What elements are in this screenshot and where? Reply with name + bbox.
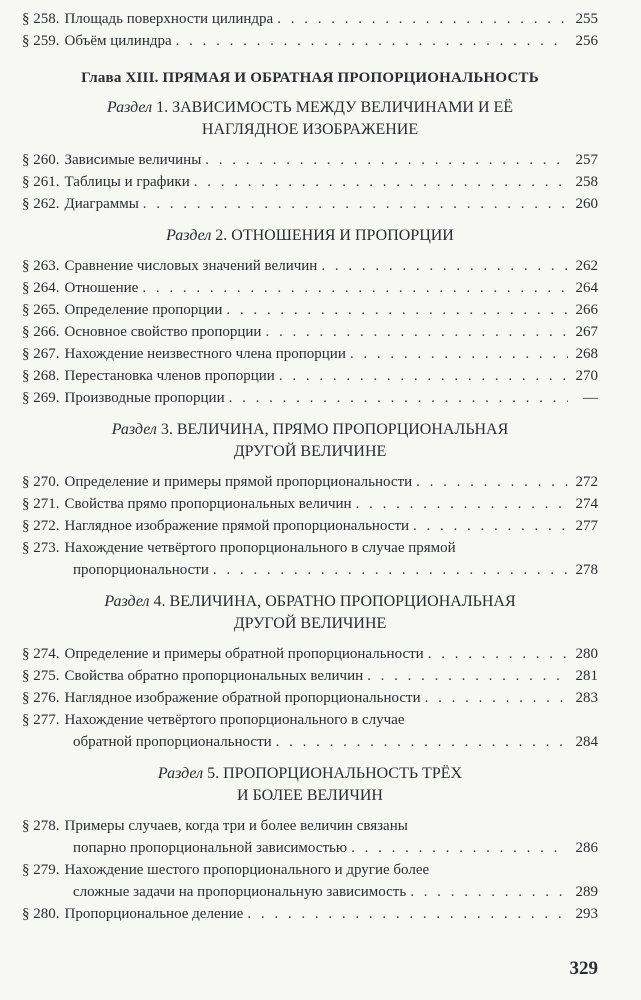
entry-number: § 274. (22, 646, 60, 662)
toc-entry (22, 643, 598, 665)
entry-number: § 268. (22, 368, 60, 384)
entry-page: 256 (575, 33, 598, 49)
entry-number: § 262. (22, 196, 60, 212)
toc-entry (22, 687, 598, 709)
entry-title: Нахождение шестого пропорционального и другие более (64, 862, 430, 878)
entry-number: § 269. (22, 390, 60, 406)
dot-leader (367, 665, 568, 687)
dot-leader (425, 687, 568, 709)
toc-entry (22, 343, 598, 365)
toc-entry (22, 471, 598, 493)
dot-leader (142, 277, 568, 299)
entry-number: § 272. (22, 518, 60, 534)
page-number: 329 (569, 958, 598, 979)
section-label: Раздел (111, 421, 157, 438)
entry-page: 284 (575, 734, 598, 750)
entry-page: — (583, 390, 598, 406)
section-number: 3. (160, 421, 173, 438)
entry-title: Перестановка членов пропорции (64, 368, 275, 384)
entry-page: 280 (575, 646, 598, 662)
entry-title: Определение пропорции (64, 302, 223, 318)
entry-title-continued: сложные задачи на пропорциональную зависимость (73, 884, 407, 900)
toc-entry (22, 255, 598, 277)
section-label: Раздел (104, 593, 150, 610)
entry-title: Диаграммы (64, 196, 139, 212)
dot-leader (413, 515, 568, 537)
entry-title: Нахождение четвёртого пропорционального в случае прямой (64, 540, 456, 556)
entry-title: Пропорциональное деление (64, 906, 244, 922)
entry-page: 272 (575, 474, 598, 490)
entry-number: § 280. (22, 906, 60, 922)
entry-number: § 260. (22, 152, 60, 168)
section-heading-line (22, 119, 598, 141)
section-heading (22, 225, 598, 247)
entry-number: § 266. (22, 324, 60, 340)
section-title: ПРОПОРЦИОНАЛЬНОСТЬ ТРЁХ (223, 765, 463, 782)
entry-number: § 276. (22, 690, 60, 706)
entry-page: 274 (575, 496, 598, 512)
section-title: ВЕЛИЧИНА, ОБРАТНО ПРОПОРЦИОНАЛЬНАЯ (169, 593, 516, 610)
section-title: ДРУГОЙ ВЕЛИЧИНЕ (233, 615, 387, 632)
toc-entry (22, 149, 598, 171)
entry-page: 277 (575, 518, 598, 534)
dot-leader (176, 30, 568, 52)
section-heading (22, 591, 598, 635)
toc-entry (22, 665, 598, 687)
entry-page: 262 (575, 258, 598, 274)
dot-leader (213, 559, 568, 581)
dot-leader (356, 493, 568, 515)
entry-number: § 263. (22, 258, 60, 274)
dot-leader (229, 387, 568, 409)
entry-page: 258 (575, 174, 598, 190)
entry-title: Определение и примеры прямой пропорциональности (64, 474, 413, 490)
toc-entry (22, 365, 598, 387)
entry-page: 268 (575, 346, 598, 362)
section-number: 2. (215, 227, 228, 244)
entry-title: Наглядное изображение прямой пропорциональности (64, 518, 410, 534)
dot-leader (351, 837, 568, 859)
toc-entry (22, 299, 598, 321)
toc-entry (22, 537, 598, 581)
dot-leader (416, 471, 568, 493)
entry-title: Основное свойство пропорции (64, 324, 262, 340)
section-number: 1. (156, 99, 169, 116)
section-title: НАГЛЯДНОЕ ИЗОБРАЖЕНИЕ (201, 121, 419, 138)
entry-page: 278 (575, 562, 598, 578)
entry-number: § 261. (22, 174, 60, 190)
section-title: ДРУГОЙ ВЕЛИЧИНЕ (233, 443, 387, 460)
section-heading-line (22, 97, 598, 119)
entry-title: Наглядное изображение обратной пропорциональности (64, 690, 421, 706)
entry-number: § 258. (22, 11, 60, 27)
entry-title-continued: пропорциональности (73, 562, 209, 578)
section-heading (22, 419, 598, 463)
entry-page: 293 (575, 906, 598, 922)
dot-leader (277, 8, 568, 30)
entry-title: Нахождение четвёртого пропорционального в случае (64, 712, 405, 728)
entry-number: § 265. (22, 302, 60, 318)
entry-number: § 271. (22, 496, 60, 512)
dot-leader (226, 299, 568, 321)
section-heading-line (22, 225, 598, 247)
entry-title-continued: обратной пропорциональности (73, 734, 272, 750)
entry-page: 281 (575, 668, 598, 684)
section-heading-line (22, 591, 598, 613)
entry-title: Примеры случаев, когда три и более величин связаны (64, 818, 408, 834)
entry-title: Объём цилиндра (64, 33, 172, 49)
toc-entry (22, 493, 598, 515)
entry-page: 264 (575, 280, 598, 296)
section-heading-line (22, 441, 598, 463)
section-title: ОТНОШЕНИЯ И ПРОПОРЦИИ (231, 227, 454, 244)
entry-number: § 264. (22, 280, 60, 296)
entry-title: Отношение (64, 280, 139, 296)
dot-leader (205, 149, 568, 171)
toc-entry (22, 859, 598, 903)
entry-title-continued: попарно пропорциональной зависимостью (73, 840, 348, 856)
toc-entry (22, 815, 598, 859)
entry-title: Свойства обратно пропорциональных величин (64, 668, 364, 684)
toc-entry (22, 709, 598, 753)
entry-page: 257 (575, 152, 598, 168)
toc-entry (22, 30, 598, 52)
section-title: ЗАВИСИМОСТЬ МЕЖДУ ВЕЛИЧИНАМИ И ЕЁ (172, 99, 514, 116)
entry-number: § 270. (22, 474, 60, 490)
entry-title: Сравнение числовых значений величин (64, 258, 318, 274)
section-label: Раздел (106, 99, 153, 116)
dot-leader (350, 343, 568, 365)
dot-leader (279, 365, 568, 387)
entry-page: 289 (575, 884, 598, 900)
entry-page: 270 (575, 368, 598, 384)
toc-page (22, 8, 598, 925)
entry-title: Зависимые величины (64, 152, 202, 168)
section-number: 4. (153, 593, 166, 610)
section-heading-line (22, 613, 598, 635)
entry-page: 286 (575, 840, 598, 856)
sections-container (22, 97, 598, 925)
section-heading-line (22, 419, 598, 441)
section-heading-line (22, 763, 598, 785)
toc-entry (22, 387, 598, 409)
entry-page: 267 (575, 324, 598, 340)
entry-title: Определение и примеры обратной пропорциональности (64, 646, 424, 662)
section-heading (22, 763, 598, 807)
section-heading-line (22, 785, 598, 807)
toc-entry (22, 903, 598, 925)
dot-leader (247, 903, 568, 925)
entry-number: § 275. (22, 668, 60, 684)
toc-entry (22, 193, 598, 215)
entry-number: § 273. (22, 540, 60, 556)
entry-number: § 259. (22, 33, 60, 49)
dot-leader (428, 643, 568, 665)
entry-title: Таблицы и графики (64, 174, 190, 190)
entry-number: § 267. (22, 346, 60, 362)
chapter-heading: Глава XIII. ПРЯМАЯ И ОБРАТНАЯ ПРОПОРЦИОНАЛЬНОСТЬ (81, 70, 539, 86)
section-label: Раздел (166, 227, 212, 244)
entry-title: Свойства прямо пропорциональных величин (64, 496, 352, 512)
entry-number: § 278. (22, 818, 60, 834)
entry-number: § 277. (22, 712, 60, 728)
dot-leader (321, 255, 568, 277)
entry-page: 266 (575, 302, 598, 318)
section-label: Раздел (157, 765, 204, 782)
toc-entry (22, 321, 598, 343)
dot-leader (194, 171, 568, 193)
section-title: ВЕЛИЧИНА, ПРЯМО ПРОПОРЦИОНАЛЬНАЯ (176, 421, 509, 438)
dot-leader (410, 881, 568, 903)
entry-title: Площадь поверхности цилиндра (64, 11, 274, 27)
section-heading (22, 97, 598, 141)
toc-entry (22, 8, 598, 30)
dot-leader (276, 731, 568, 753)
entry-number: § 279. (22, 862, 60, 878)
dot-leader (143, 193, 568, 215)
section-title: И БОЛЕЕ ВЕЛИЧИН (237, 787, 383, 804)
entry-page: 283 (575, 690, 598, 706)
section-number: 5. (207, 765, 220, 782)
entry-page: 260 (575, 196, 598, 212)
entry-title: Производные пропорции (64, 390, 225, 406)
top-entries (22, 8, 598, 52)
toc-entry (22, 515, 598, 537)
entry-title: Нахождение неизвестного члена пропорции (64, 346, 346, 362)
dot-leader (265, 321, 568, 343)
toc-entry (22, 171, 598, 193)
entry-page: 255 (575, 11, 598, 27)
toc-entry (22, 277, 598, 299)
